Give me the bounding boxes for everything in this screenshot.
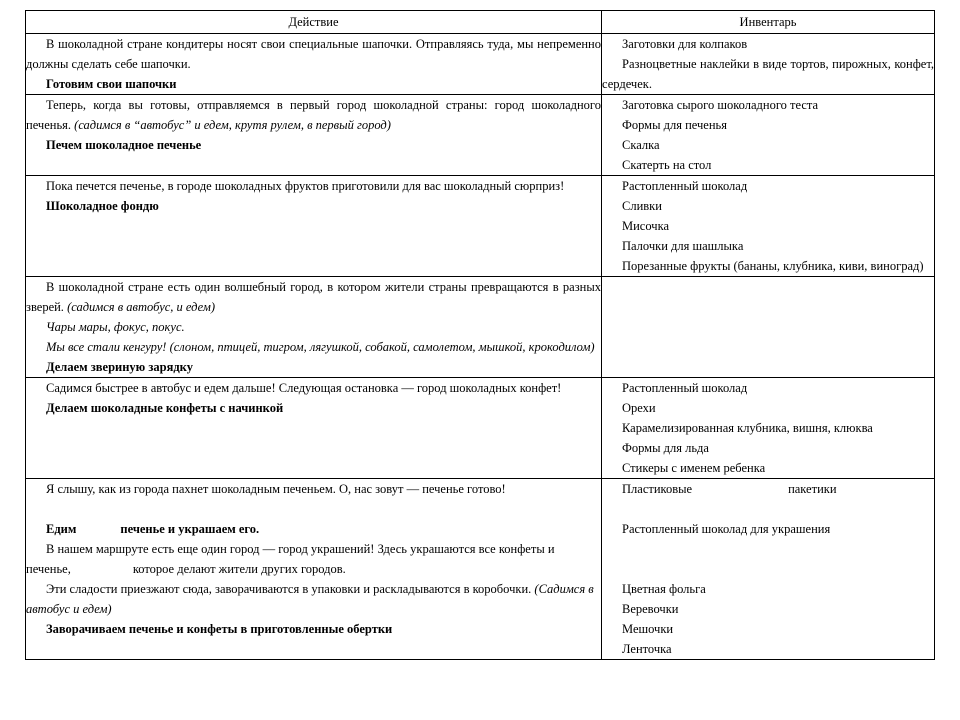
header-inventory: Инвентарь [602,11,935,34]
header-action: Действие [26,11,602,34]
action-text: Садимся быстрее в автобус и едем дальше! Следующая остановка — город шоколадных конфет! [46,381,562,395]
inventory-item: Порезанные фрукты (бананы, клубника, киви, виноград) [622,259,924,273]
action-text [26,579,601,619]
inventory-item: Формы для льда [622,441,709,455]
inventory-cell [602,95,935,176]
inventory-item: Растопленный шоколад [622,179,748,193]
action-text: Чары мары, фокус, покус. [46,320,185,334]
inventory-item: Скалка [622,138,660,152]
activity-title-part: печенье и украшаем его. [120,522,260,536]
activity-table [25,10,935,660]
activity-title: Делаем шоколадные конфеты с начинкой [46,401,284,415]
activity-title: Заворачиваем печенье и конфеты в приготовленные обертки [46,622,393,636]
inventory-item: Веревочки [622,602,679,616]
activity-title: Печем шоколадное печенье [46,138,202,152]
inventory-item: Мисочка [622,219,669,233]
inventory-item-part: пакетики [788,482,837,496]
action-note: (садимся в автобус, и едем) [67,300,216,314]
action-text [26,95,601,135]
inventory-cell [602,479,935,660]
inventory-item: Скатерть на стол [622,158,712,172]
action-text: Я слышу, как из города пахнет шоколадным печеньем. О, нас зовут — печенье готово! [46,482,506,496]
table-header-row [26,11,935,34]
inventory-item: Сливки [622,199,662,213]
spacer [602,559,934,579]
inventory-item [602,479,934,499]
action-text [26,539,601,579]
spacer [26,499,601,519]
inventory-cell [602,34,935,95]
table-row [26,176,935,277]
inventory-item: Формы для печенья [622,118,727,132]
spacer [602,539,934,559]
inventory-item: Цветная фольга [622,582,706,596]
inventory-item: Мешочки [622,622,674,636]
action-text-main: В нашем маршруте есть еще один город — город украшений! Здесь украшаются все конфеты и печенье, [26,542,555,576]
action-note: (Садимся в автобус и едем) [26,582,594,616]
action-text: Мы все стали кенгуру! (слоном, птицей, тигром, лягушкой, собакой, самолетом, мышкой, крокодилом) [46,340,595,354]
action-cell [26,277,602,378]
activity-title: Готовим свои шапочки [46,77,177,91]
action-cell [26,378,602,479]
action-cell [26,479,602,660]
action-text-tail: которое делают жители других городов. [132,562,346,576]
action-text: В шоколадной стране кондитеры носят свои специальные шапочки. Отправляясь туда, мы непременно должны сделать себе шапочки. [26,37,601,71]
inventory-item: Палочки для шашлыка [622,239,744,253]
action-cell [26,95,602,176]
table-row [26,277,935,378]
inventory-item: Заготовка сырого шоколадного теста [622,98,819,112]
action-note: (садимся в “автобус” и едем, крутя рулем, в первый город) [74,118,391,132]
inventory-item: Разноцветные наклейки в виде тортов, пирожных, конфет, сердечек. [602,57,934,91]
inventory-cell [602,176,935,277]
action-text-main: В шоколадной стране есть один волшебный город, в котором жители страны превращаются в разных зверей. [26,280,601,314]
inventory-item: Заготовки для колпаков [622,37,748,51]
activity-title [26,519,601,539]
action-text-main: Эти сладости приезжают сюда, заворачиваются в упаковки и раскладываются в коробочки. [46,582,532,596]
inventory-item-part: Пластиковые [622,482,693,496]
action-cell [26,176,602,277]
table-row [26,95,935,176]
inventory-item: Растопленный шоколад для украшения [622,522,831,536]
activity-title-part: Едим [46,522,77,536]
table-row [26,378,935,479]
action-text [26,277,601,317]
inventory-item: Карамелизированная клубника, вишня, клюква [622,421,873,435]
inventory-cell [602,277,935,378]
inventory-item: Стикеры с именем ребенка [622,461,766,475]
inventory-item: Орехи [622,401,656,415]
spacer [602,499,934,519]
activity-title: Делаем звериную зарядку [46,360,193,374]
action-text: Пока печется печенье, в городе шоколадных фруктов приготовили для вас шоколадный сюрприз! [46,179,565,193]
activity-title: Шоколадное фондю [46,199,159,213]
table-row [26,34,935,95]
action-cell [26,34,602,95]
inventory-cell [602,378,935,479]
table-row [26,479,935,660]
inventory-item: Растопленный шоколад [622,381,748,395]
inventory-item: Ленточка [622,642,672,656]
action-text-main: Теперь, когда вы готовы, отправляемся в первый город шоколадной страны: город шоколадного печенья. [26,98,601,132]
